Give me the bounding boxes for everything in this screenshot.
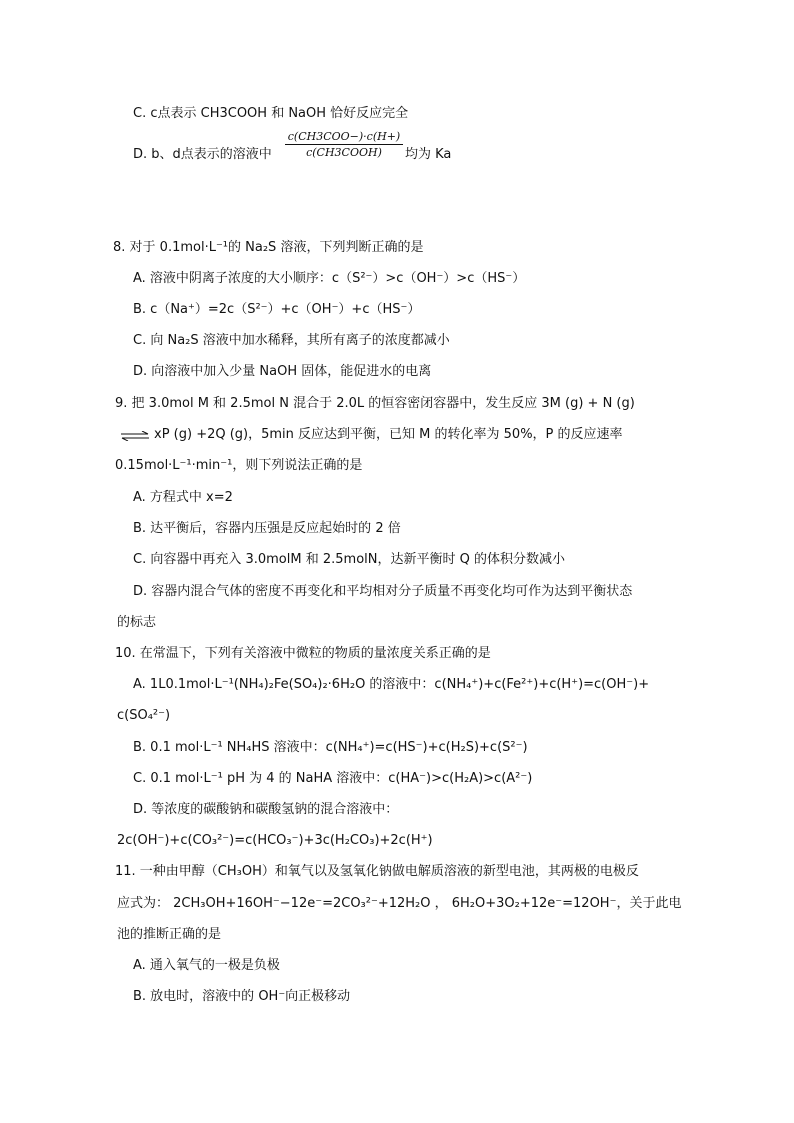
question-8: 8. 对于 0.1mol·L⁻¹的 Na₂S 溶液，下列判断正确的是: [113, 240, 424, 255]
option-7c: C. c点表示 CH3COOH 和 NaOH 恰好反应完全: [133, 106, 409, 121]
question-11-line-3: 池的推断正确的是: [117, 927, 222, 942]
option-8c: C. 向 Na₂S 溶液中加水稀释，其所有离子的浓度都减小: [133, 333, 450, 348]
option-8d: D. 向溶液中加入少量 NaOH 固体，能促进水的电离: [133, 364, 432, 379]
option-9d-line-1: D. 容器内混合气体的密度不再变化和平均相对分子质量不再变化均可作为达到平衡状态: [133, 584, 633, 599]
equilibrium-arrow-icon: [120, 431, 150, 441]
option-9a: A. 方程式中 x=2: [133, 490, 233, 505]
option-9c: C. 向容器中再充入 3.0molM 和 2.5molN，达新平衡时 Q 的体积分数减小: [133, 552, 565, 567]
question-10: 10. 在常温下，下列有关溶液中微粒的物质的量浓度关系正确的是: [115, 646, 491, 661]
question-9-line-1: 9. 把 3.0mol M 和 2.5mol N 混合于 2.0L 的恒容密闭容器中，发生反应 3M (g) + N (g): [115, 396, 635, 411]
option-8b: B. c（Na⁺）=2c（S²⁻）+c（OH⁻）+c（HS⁻）: [133, 302, 421, 317]
fraction-denominator: c(CH3COOH): [306, 146, 382, 159]
option-9d-line-2: 的标志: [117, 615, 157, 630]
question-9-line-2: xP (g) +2Q (g)，5min 反应达到平衡，已知 M 的转化率为 50%，P 的反应速率: [154, 427, 623, 442]
option-7d-prefix: D. b、d点表示的溶液中: [133, 147, 272, 162]
option-10c: C. 0.1 mol·L⁻¹ pH 为 4 的 NaHA 溶液中：c(HA⁻)>c(H₂A)>c(A²⁻): [133, 771, 533, 786]
option-10b: B. 0.1 mol·L⁻¹ NH₄HS 溶液中：c(NH₄⁺)=c(HS⁻)+c(H₂S)+c(S²⁻): [133, 740, 528, 755]
option-11b: B. 放电时，溶液中的 OH⁻向正极移动: [133, 989, 351, 1004]
question-11-line-2: 应式为： 2CH₃OH+16OH⁻−12e⁻=2CO₃²⁻+12H₂O ， 6H₂O+3O₂+12e⁻=12OH⁻，关于此电: [117, 896, 682, 911]
option-11a: A. 通入氧气的一极是负极: [133, 958, 280, 973]
option-10a-line-2: c(SO₄²⁻): [117, 708, 171, 723]
question-9-line-3: 0.15mol·L⁻¹·min⁻¹，则下列说法正确的是: [115, 458, 363, 473]
fraction-numerator: c(CH3COO−)·c(H+): [285, 130, 403, 145]
option-10d-line-2: 2c(OH⁻)+c(CO₃²⁻)=c(HCO₃⁻)+3c(H₂CO₃)+2c(H⁺): [117, 833, 433, 848]
option-10d-line-1: D. 等浓度的碳酸钠和碳酸氢钠的混合溶液中：: [133, 802, 399, 817]
question-11-line-1: 11. 一种由甲醇（CH₃OH）和氧气以及氢氧化钠做电解质溶液的新型电池，其两极的电极反: [115, 864, 639, 879]
option-8a: A. 溶液中阴离子浓度的大小顺序：c（S²⁻）>c（OH⁻）>c（HS⁻）: [133, 271, 526, 286]
option-7d-suffix: 均为 Ka: [405, 147, 452, 162]
option-10a-line-1: A. 1L0.1mol·L⁻¹(NH₄)₂Fe(SO₄)₂·6H₂O 的溶液中：c(NH₄⁺)+c(Fe²⁺)+c(H⁺)=c(OH⁻)+: [133, 677, 650, 692]
option-9b: B. 达平衡后，容器内压强是反应起始时的 2 倍: [133, 521, 401, 536]
ka-fraction: [285, 130, 403, 159]
